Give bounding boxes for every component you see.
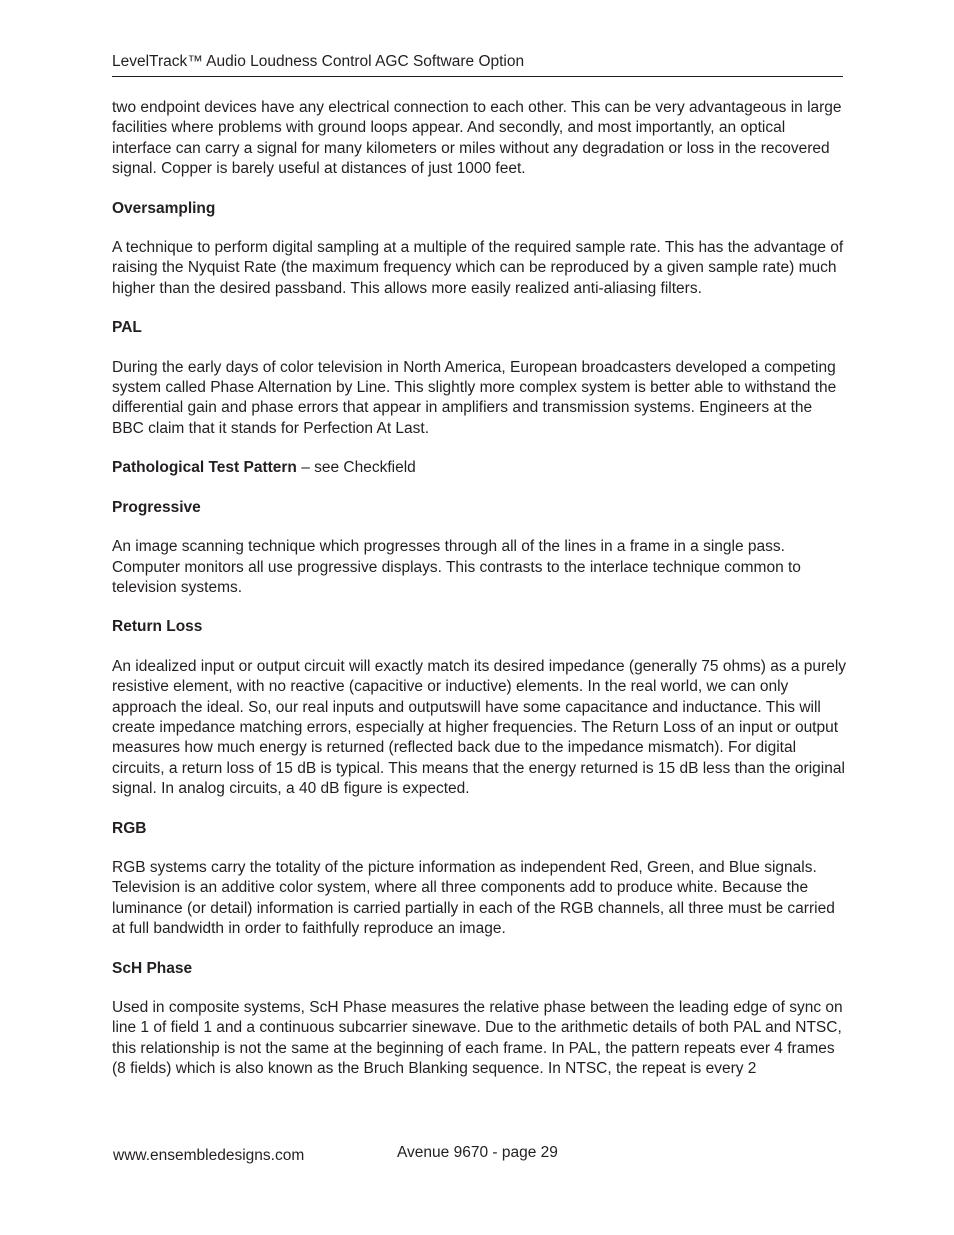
glossary-content: [112, 98, 847, 1099]
term-rgb: RGB: [112, 819, 147, 837]
footer-website: www.ensembledesigns.com: [113, 1147, 305, 1164]
definition-rgb: RGB systems carry the totality of the picture information as independent Red, Green, and Blue signals. Television is an additive color system, where all three components add to produce white. Because the luminance (or detail) information is carried partially in each of the RGB channels, all three must be carried at full bandwidth in order to faithfully reproduce an image.: [112, 858, 835, 938]
definition-progressive: An image scanning technique which progresses through all of the lines in a frame in a single pass. Computer monitors all use progressive displays. This contrasts to the interlace technique common to television systems.: [112, 538, 801, 596]
intro-paragraph: two endpoint devices have any electrical connection to each other. This can be very advantageous in large facilities where problems with ground loops appear. And secondly, and most importantly, an optical interface can carry a signal for many kilometers or miles without any degradation or loss in the recovered signal. Copper is barely useful at distances of just 1000 feet.: [112, 99, 842, 178]
definition-pal: During the early days of color television in North America, European broadcasters developed a competing system called Phase Alternation by Line. This slightly more complex system is better able to withstand the differential gain and phase errors that appear in amplifiers and transmission systems. Engineers at the BBC claim that it stands for Perfection At Last.: [112, 358, 837, 437]
term-return-loss: Return Loss: [112, 618, 203, 636]
definition-pathological: – see Checkfield: [296, 459, 416, 477]
pathological-entry: [112, 458, 847, 478]
page-header: [112, 52, 843, 77]
definition-return-loss: An idealized input or output circuit will exactly match its desired impedance (generally 75 ohms) as a purely resistive element, with no reactive (capacitive or inductive) elements. In the real world, we can only approach the ideal. So, our real inputs and outputswill have some capacitance and inductance. This will create impedance matching errors, especially at higher frequencies. The Return Loss of an input or output measures how much energy is returned (reflected back due to the impedance mismatch). For digital circuits, a return loss of 15 dB is typical. This means that the energy returned is 15 dB less than the original signal. In analog circuits, a 40 dB figure is expected.: [112, 657, 847, 798]
term-pal: PAL: [112, 319, 142, 337]
term-pathological: Pathological Test Pattern: [112, 459, 297, 477]
term-sch-phase: ScH Phase: [112, 959, 193, 977]
term-progressive: Progressive: [112, 498, 201, 516]
definition-oversampling: A technique to perform digital sampling at a multiple of the required sample rate. This has the advantage of raising the Nyquist Rate (the maximum frequency which can be reproduced by a given sample rate) much higher than the desired passband. This allows more easily realized anti-aliasing filters.: [112, 239, 844, 297]
footer-page-number: Avenue 9670 - page 29: [397, 1144, 558, 1161]
definition-sch-phase: Used in composite systems, ScH Phase measures the relative phase between the leading edge of sync on line 1 of field 1 and a continuous subcarrier sinewave. Due to the arithmetic details of both PAL and NTSC, this relationship is not the same at the beginning of each frame. In PAL, the pattern repeats ever 4 frames (8 fields) which is also known as the Bruch Blanking sequence. In NTSC, the repeat is every 2: [112, 999, 843, 1078]
header-title: LevelTrack™ Audio Loudness Control AGC Software Option: [112, 53, 525, 70]
term-oversampling: Oversampling: [112, 199, 216, 217]
